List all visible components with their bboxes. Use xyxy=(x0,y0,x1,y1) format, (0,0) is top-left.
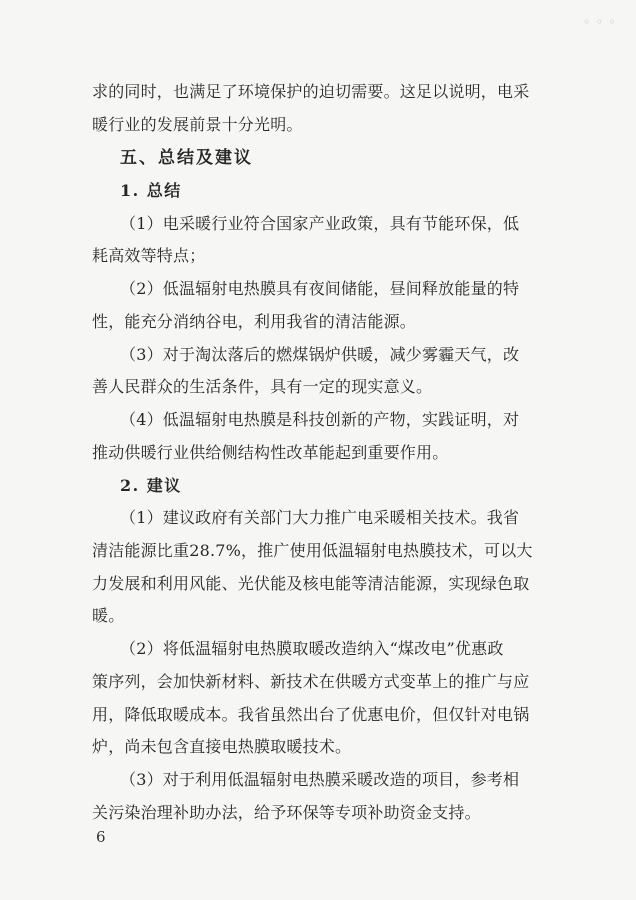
paragraph-line: 暖行业的发展前景十分光明。 xyxy=(92,115,303,134)
paragraph-line: （3）对于淘汰落后的燃煤锅炉供暖，减少雾霾天气，改 xyxy=(120,345,520,364)
page-number: 6 xyxy=(96,828,106,846)
paragraph-line: 策序列，会加快新材料、新技术在供暖方式变革上的推广与应 xyxy=(92,672,530,691)
paragraph-line: 暖。 xyxy=(92,606,125,625)
paragraph-line: 性，能充分消纳谷电，利用我省的清洁能源。 xyxy=(92,312,417,331)
paragraph-line: 推动供暖行业供给侧结构性改革能起到重要作用。 xyxy=(92,443,449,462)
paragraph-line: 清洁能源比重28.7%，推广使用低温辐射电热膜技术，可以大 xyxy=(92,541,533,560)
paragraph-line: 善人民群众的生活条件，具有一定的现实意义。 xyxy=(92,377,433,396)
paragraph-line: （2）将低温辐射电热膜取暖改造纳入“煤改电”优惠政 xyxy=(120,639,504,658)
paragraph-line: 求的同时，也满足了环境保护的迫切需要。这足以说明，电采 xyxy=(92,82,530,101)
paragraph-line: （1）电采暖行业符合国家产业政策，具有节能环保，低 xyxy=(120,214,520,233)
paragraph-line: （1）建议政府有关部门大力推广电采暖相关技术。我省 xyxy=(120,508,520,527)
corner-mark: ◦ ◦ ◦ xyxy=(583,15,617,29)
paragraph-line: 耗高效等特点； xyxy=(92,246,206,265)
paragraph-line: （4）低温辐射电热膜是科技创新的产物，实践证明，对 xyxy=(120,410,520,429)
paragraph-line: （2）低温辐射电热膜具有夜间储能，昼间释放能量的特 xyxy=(120,279,520,298)
paragraph-line: 炉，尚未包含直接电热膜取暖技术。 xyxy=(92,737,352,756)
subsection-heading: 2. 建议 xyxy=(120,476,182,495)
paragraph-line: （3）对于利用低温辐射电热膜采暖改造的项目，参考相 xyxy=(120,770,520,789)
subsection-heading: 1. 总结 xyxy=(120,181,182,200)
section-heading: 五、总结及建议 xyxy=(120,148,253,168)
paragraph-line: 用，降低取暖成本。我省虽然出台了优惠电价，但仅针对电锅 xyxy=(92,705,530,724)
paragraph-line: 关污染治理补助办法，给予环保等专项补助资金支持。 xyxy=(92,803,481,822)
paragraph-line: 力发展和利用风能、光伏能及核电能等清洁能源，实现绿色取 xyxy=(92,574,530,593)
